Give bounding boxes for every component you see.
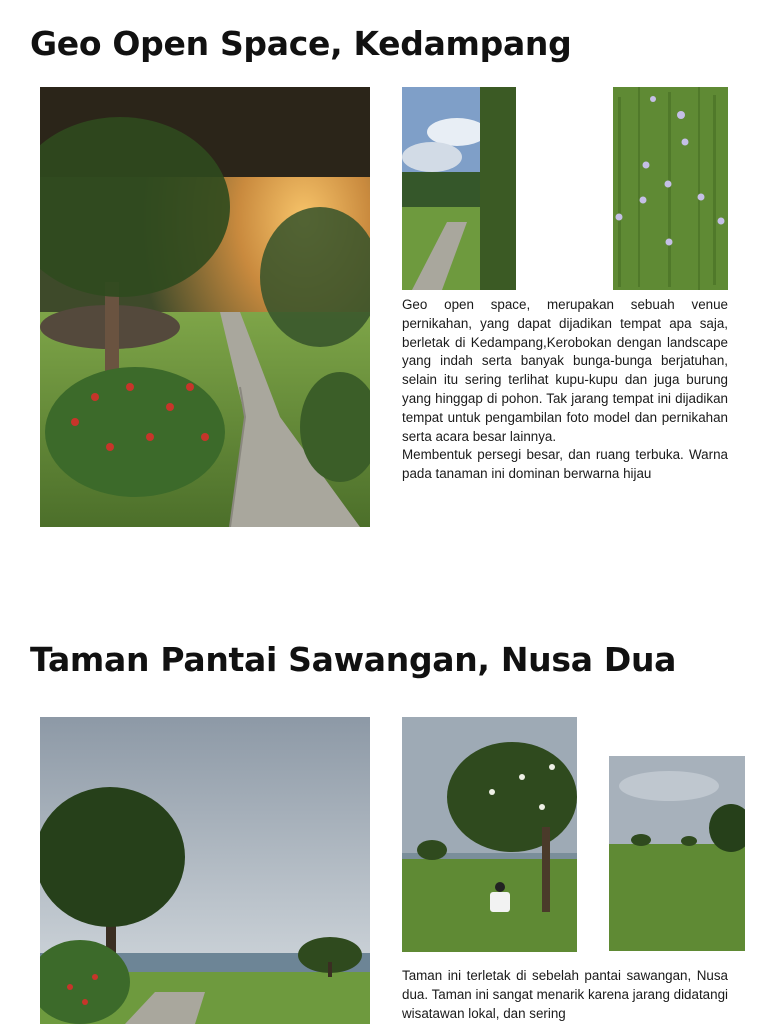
garden-path-photo [402, 87, 516, 290]
section-2-title: Taman Pantai Sawangan, Nusa Dua [30, 640, 677, 679]
section-2-description [402, 967, 728, 1023]
section-1-title: Geo Open Space, Kedampang [30, 24, 572, 63]
beach-park-photo [40, 717, 370, 1024]
section-1-paragraph-1: Geo open space, merupakan sebuah venue pernikahan, yang dapat dijadikan tempat apa saja, berletak di Kedampang,Kerobokan dengan landscape yang indah serta banyak bunga-bunga berjatuhan, selain itu sering terlihat kupu-kupu dan juga burung yang hinggap di pohon. Tak jarang tempat ini dijadikan tempat untuk pengambilan foto model dan pernikahan serta acara besar lainnya. [402, 297, 728, 444]
tree-person-photo [402, 717, 577, 952]
section-1-paragraph-2: Membentuk persegi besar, dan ruang terbuka. Warna pada tanaman ini dominan berwarna hijau [402, 447, 728, 482]
section-1-description [402, 296, 728, 484]
section-2-paragraph-1: Taman ini terletak di sebelah pantai sawangan, Nusa dua. Taman ini sangat menarik karena jarang didatangi wisatawan lokal, dan sering [402, 968, 728, 1021]
garden-sunset-photo [40, 87, 370, 527]
open-lawn-photo [609, 756, 745, 951]
grass-flowers-photo [613, 87, 728, 290]
